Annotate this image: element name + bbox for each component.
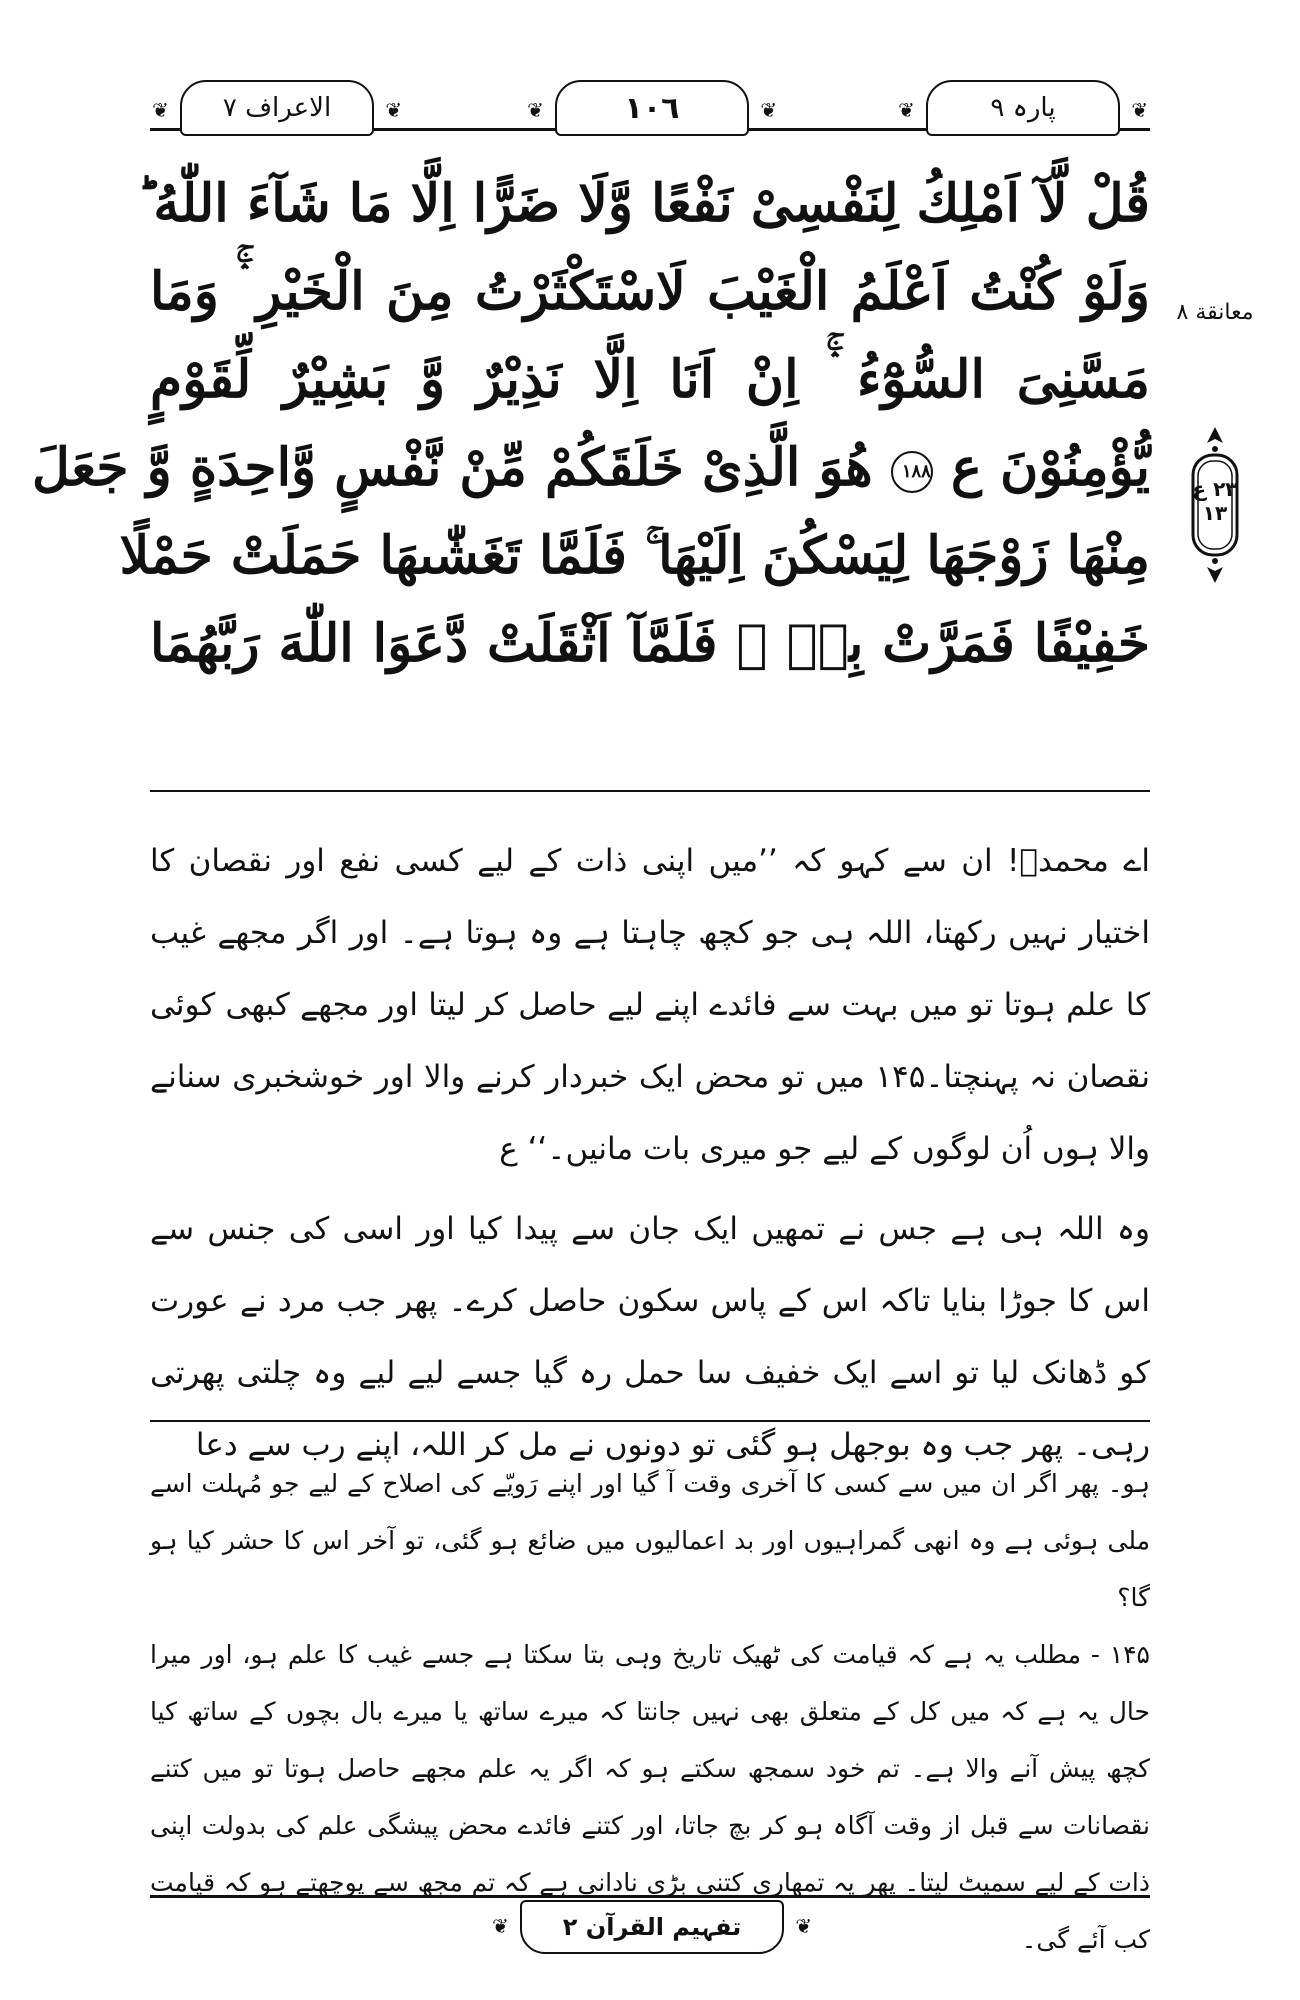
translation-paragraph: وہ اللہ ہی ہے جس نے تمھیں ایک جان سے پیدا کیا اور اسی کی جنس سے اس کا جوڑا بنایا تاکہ اس کے پاس سکون حاصل کرے۔ پھر جب مرد نے عورت کو ڈھانک لیا تو اسے ایک خفیف سا حمل رہ گیا جسے لیے لیے وہ چلتی پھرتی رہی۔ پھر جب وہ بوجھل ہو گئی تو دونوں نے مل کر اللہ، اپنے رب سے دعا <box>150 1211 1150 1463</box>
verse-line: مَسَّنِیَ السُّوْٓءُ ۛۚ اِنْ اَنَا اِلَّا نَذِیْرٌ وَّ بَشِیْرٌ لِّقَوْمٍ <box>150 349 1150 410</box>
arabic-verses <box>31 160 1150 688</box>
para-label: پارہ ۹ <box>990 93 1056 123</box>
page-header <box>150 70 1150 150</box>
translation-paragraph: اے محمدؐ! ان سے کہو کہ ’’میں اپنی ذات کے لیے کسی نفع اور نقصان کا اختیار نہیں رکھتا، اللہ ہی جو کچھ چاہتا ہے وہ ہوتا ہے۔ اور اگر مجھے غیب کا علم ہوتا تو میں بہت سے فائدے اپنے لیے حاصل کر لیتا اور مجھے کبھی کوئی نقصان نہ پہنچتا۔۱۴۵ میں تو محض ایک خبردار کرنے والا اور خوشخبری سنانے والا ہوں اُن لوگوں کے لیے جو میری بات مانیں۔‘‘ ع <box>150 843 1150 1167</box>
ornament-icon: ❦ <box>898 98 915 122</box>
footnote-divider <box>150 1420 1150 1422</box>
muanaqa-note: معانقة ٨ <box>1176 300 1254 325</box>
ornament-icon: ❦ <box>152 98 169 122</box>
ornament-icon: ❦ <box>760 98 777 122</box>
verse-segment: هُوَ الَّذِیْ خَلَقَكُمْ مِّنْ نَّفْسٍ وَّاحِدَةٍ وَّ جَعَلَ <box>31 437 873 498</box>
ruku-label: ٢٣ ع ١٣ <box>1192 477 1238 525</box>
verse-line: قُلْ لَّآ اَمْلِكُ لِنَفْسِیْ نَفْعًا وَّلَا ضَرًّا اِلَّا مَا شَآءَ اللّٰهُ ؕ <box>136 173 1150 234</box>
ornament-icon: ❦ <box>527 98 544 122</box>
verse-line: مِنْهَا زَوْجَهَا لِیَسْكُنَ اِلَیْهَا ۚ فَلَمَّا تَغَشّٰىهَا حَمَلَتْ حَمْلًا <box>119 525 1150 586</box>
page-number-cartouche <box>527 80 777 136</box>
verse-divider <box>150 790 1150 792</box>
book-title: تفہیم القرآن ٢ <box>562 1913 742 1941</box>
ornament-icon: ❦ <box>795 1914 812 1938</box>
ornament-icon: ❦ <box>492 1914 509 1938</box>
ornament-icon: ❦ <box>385 98 402 122</box>
urdu-translation <box>150 825 1150 1489</box>
footnote-paragraph: ۱۴۵ - مطلب یہ ہے کہ قیامت کی ٹھیک تاریخ وہی بتا سکتا ہے جسے غیب کا علم ہو، اور میرا حال یہ ہے کہ میں کل کے متعلق بھی نہیں جانتا کہ میرے ساتھ یا میرے بال بچوں کے ساتھ کیا کچھ پیش آنے والا ہے۔ تم خود سمجھ سکتے ہو کہ اگر یہ علم مجھے حاصل ہوتا تو میں کتنے نقصانات سے قبل از وقت آگاہ ہو کر بچ جاتا، اور کتنے فائدے محض پیشگی علم کی بدولت اپنی ذات کے لیے سمیٹ لیتا۔ پھر یہ تمھاری کتنی بڑی نادانی ہے کہ تم مجھ سے پوچھتے ہو کہ قیامت کب آئے گی۔ <box>150 1640 1150 1954</box>
surah-cartouche <box>152 80 402 136</box>
ruku-medallion <box>1185 425 1245 585</box>
verse-line-with-ayah <box>31 424 1150 512</box>
footer-rule <box>150 1895 1150 1898</box>
footer-cartouche <box>492 1900 812 1954</box>
verse-line: وَلَوْ كُنْتُ اَعْلَمُ الْغَیْبَ لَاسْتَكْثَرْتُ مِنَ الْخَیْرِ ۛۚ وَمَا <box>150 261 1150 322</box>
footnotes <box>150 1455 1150 1968</box>
ayah-number-marker: ١٨٨ <box>891 451 933 493</box>
surah-label: الاعراف ٧ <box>222 93 332 123</box>
ornament-icon: ❦ <box>1131 98 1148 122</box>
para-cartouche <box>898 80 1148 136</box>
page-number: ١٠٦ <box>624 90 680 126</box>
verse-segment: یُّؤْمِنُوْنَ ع <box>950 437 1150 498</box>
footnote-paragraph: ہو۔ پھر اگر ان میں سے کسی کا آخری وقت آ گیا اور اپنے رَویّے کی اصلاح کے لیے جو مُہلت اسے ملی ہوئی ہے وہ انھی گمراہیوں اور بد اعمالیوں میں ضائع ہو گئی، تو آخر اس کا حشر کیا ہو گا؟ <box>150 1469 1150 1612</box>
verse-line: خَفِیْفًا فَمَرَّتْ بِهٖ ۚ فَلَمَّآ اَثْقَلَتْ دَّعَوَا اللّٰهَ رَبَّهُمَا <box>150 613 1150 674</box>
